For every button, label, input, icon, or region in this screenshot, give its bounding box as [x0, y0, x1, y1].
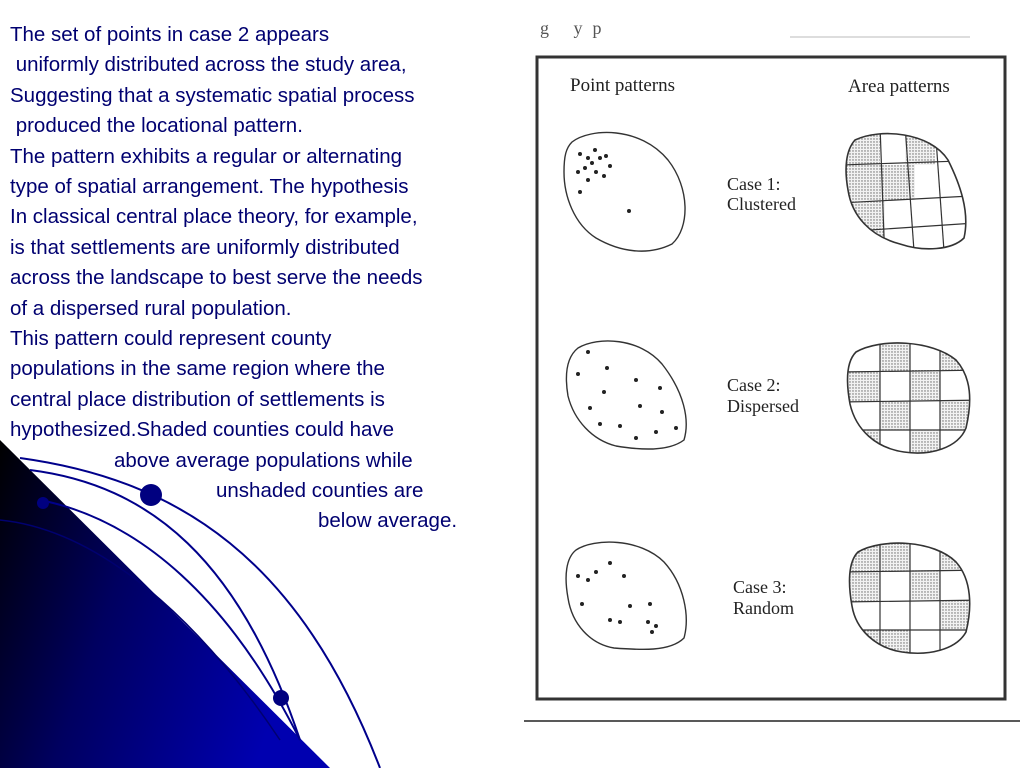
point-dot	[608, 561, 612, 565]
point-dot	[590, 161, 594, 165]
case3-label-line1: Case 3:	[733, 577, 787, 597]
point-dot	[608, 164, 612, 168]
point-dot	[638, 404, 642, 408]
point-dot	[576, 170, 580, 174]
point-dot	[576, 372, 580, 376]
text-line: produced the locational pattern.	[10, 114, 303, 137]
point-dot	[648, 602, 652, 606]
point-dot	[594, 170, 598, 174]
text-line: central place distribution of settlements is	[10, 388, 385, 411]
point-dot	[654, 430, 658, 434]
text-line: In classical central place theory, for example,	[10, 205, 418, 228]
case2-label-line1: Case 2:	[727, 375, 781, 395]
point-dot	[628, 604, 632, 608]
point-dot	[622, 574, 626, 578]
point-dot	[674, 426, 678, 430]
column-header-point: Point patterns	[570, 75, 676, 96]
point-dot	[594, 570, 598, 574]
point-dot	[576, 574, 580, 578]
point-dot	[634, 436, 638, 440]
point-dot	[586, 178, 590, 182]
text-line: above average populations while	[114, 449, 413, 472]
orbit-dot	[273, 690, 289, 706]
text-line: below average.	[318, 509, 458, 532]
text-line: across the landscape to best serve the needs	[10, 266, 423, 289]
case1-label-line1: Case 1:	[727, 174, 781, 194]
point-dot	[578, 152, 582, 156]
case3-label-line2: Random	[733, 598, 794, 618]
point-dot	[598, 422, 602, 426]
text-line: The set of points in case 2 appears	[10, 23, 330, 46]
point-dot	[627, 209, 631, 213]
point-dot	[580, 602, 584, 606]
text-line: populations in the same region where the	[10, 357, 385, 380]
text-line: type of spatial arrangement. The hypothesis	[10, 175, 409, 198]
column-header-area: Area patterns	[848, 76, 950, 97]
point-dot	[604, 154, 608, 158]
text-line: hypothesized.Shaded counties could have	[10, 418, 395, 441]
point-dot	[654, 624, 658, 628]
text-line: unshaded counties are	[216, 479, 424, 502]
point-dot	[650, 630, 654, 634]
point-dot	[618, 620, 622, 624]
case1-label-line2: Clustered	[727, 194, 796, 214]
point-dot	[608, 618, 612, 622]
orbit-dot	[37, 497, 49, 509]
point-dot	[586, 578, 590, 582]
point-dot	[618, 424, 622, 428]
point-dot	[602, 390, 606, 394]
case2-label-line2: Dispersed	[727, 396, 799, 416]
figure-header-fragment: g yp	[540, 18, 612, 38]
point-dot	[634, 378, 638, 382]
point-dot	[660, 410, 664, 414]
point-dot	[588, 406, 592, 410]
point-dot	[602, 174, 606, 178]
text-line: This pattern could represent county	[10, 327, 332, 350]
text-line: of a dispersed rural population.	[10, 297, 292, 320]
point-dot	[586, 350, 590, 354]
text-line: uniformly distributed across the study area,	[10, 53, 407, 76]
point-dot	[578, 190, 582, 194]
point-dot	[646, 620, 650, 624]
point-dot	[583, 166, 587, 170]
text-line: is that settlements are uniformly distributed	[10, 236, 400, 259]
point-dot	[598, 156, 602, 160]
orbit-dot	[140, 484, 162, 506]
pattern-figure	[520, 0, 1024, 740]
point-dot	[586, 156, 590, 160]
text-line: Suggesting that a systematic spatial process	[10, 84, 415, 107]
text-line: The pattern exhibits a regular or alternating	[10, 145, 403, 168]
point-dot	[593, 148, 597, 152]
point-dot	[605, 366, 609, 370]
point-dot	[658, 386, 662, 390]
